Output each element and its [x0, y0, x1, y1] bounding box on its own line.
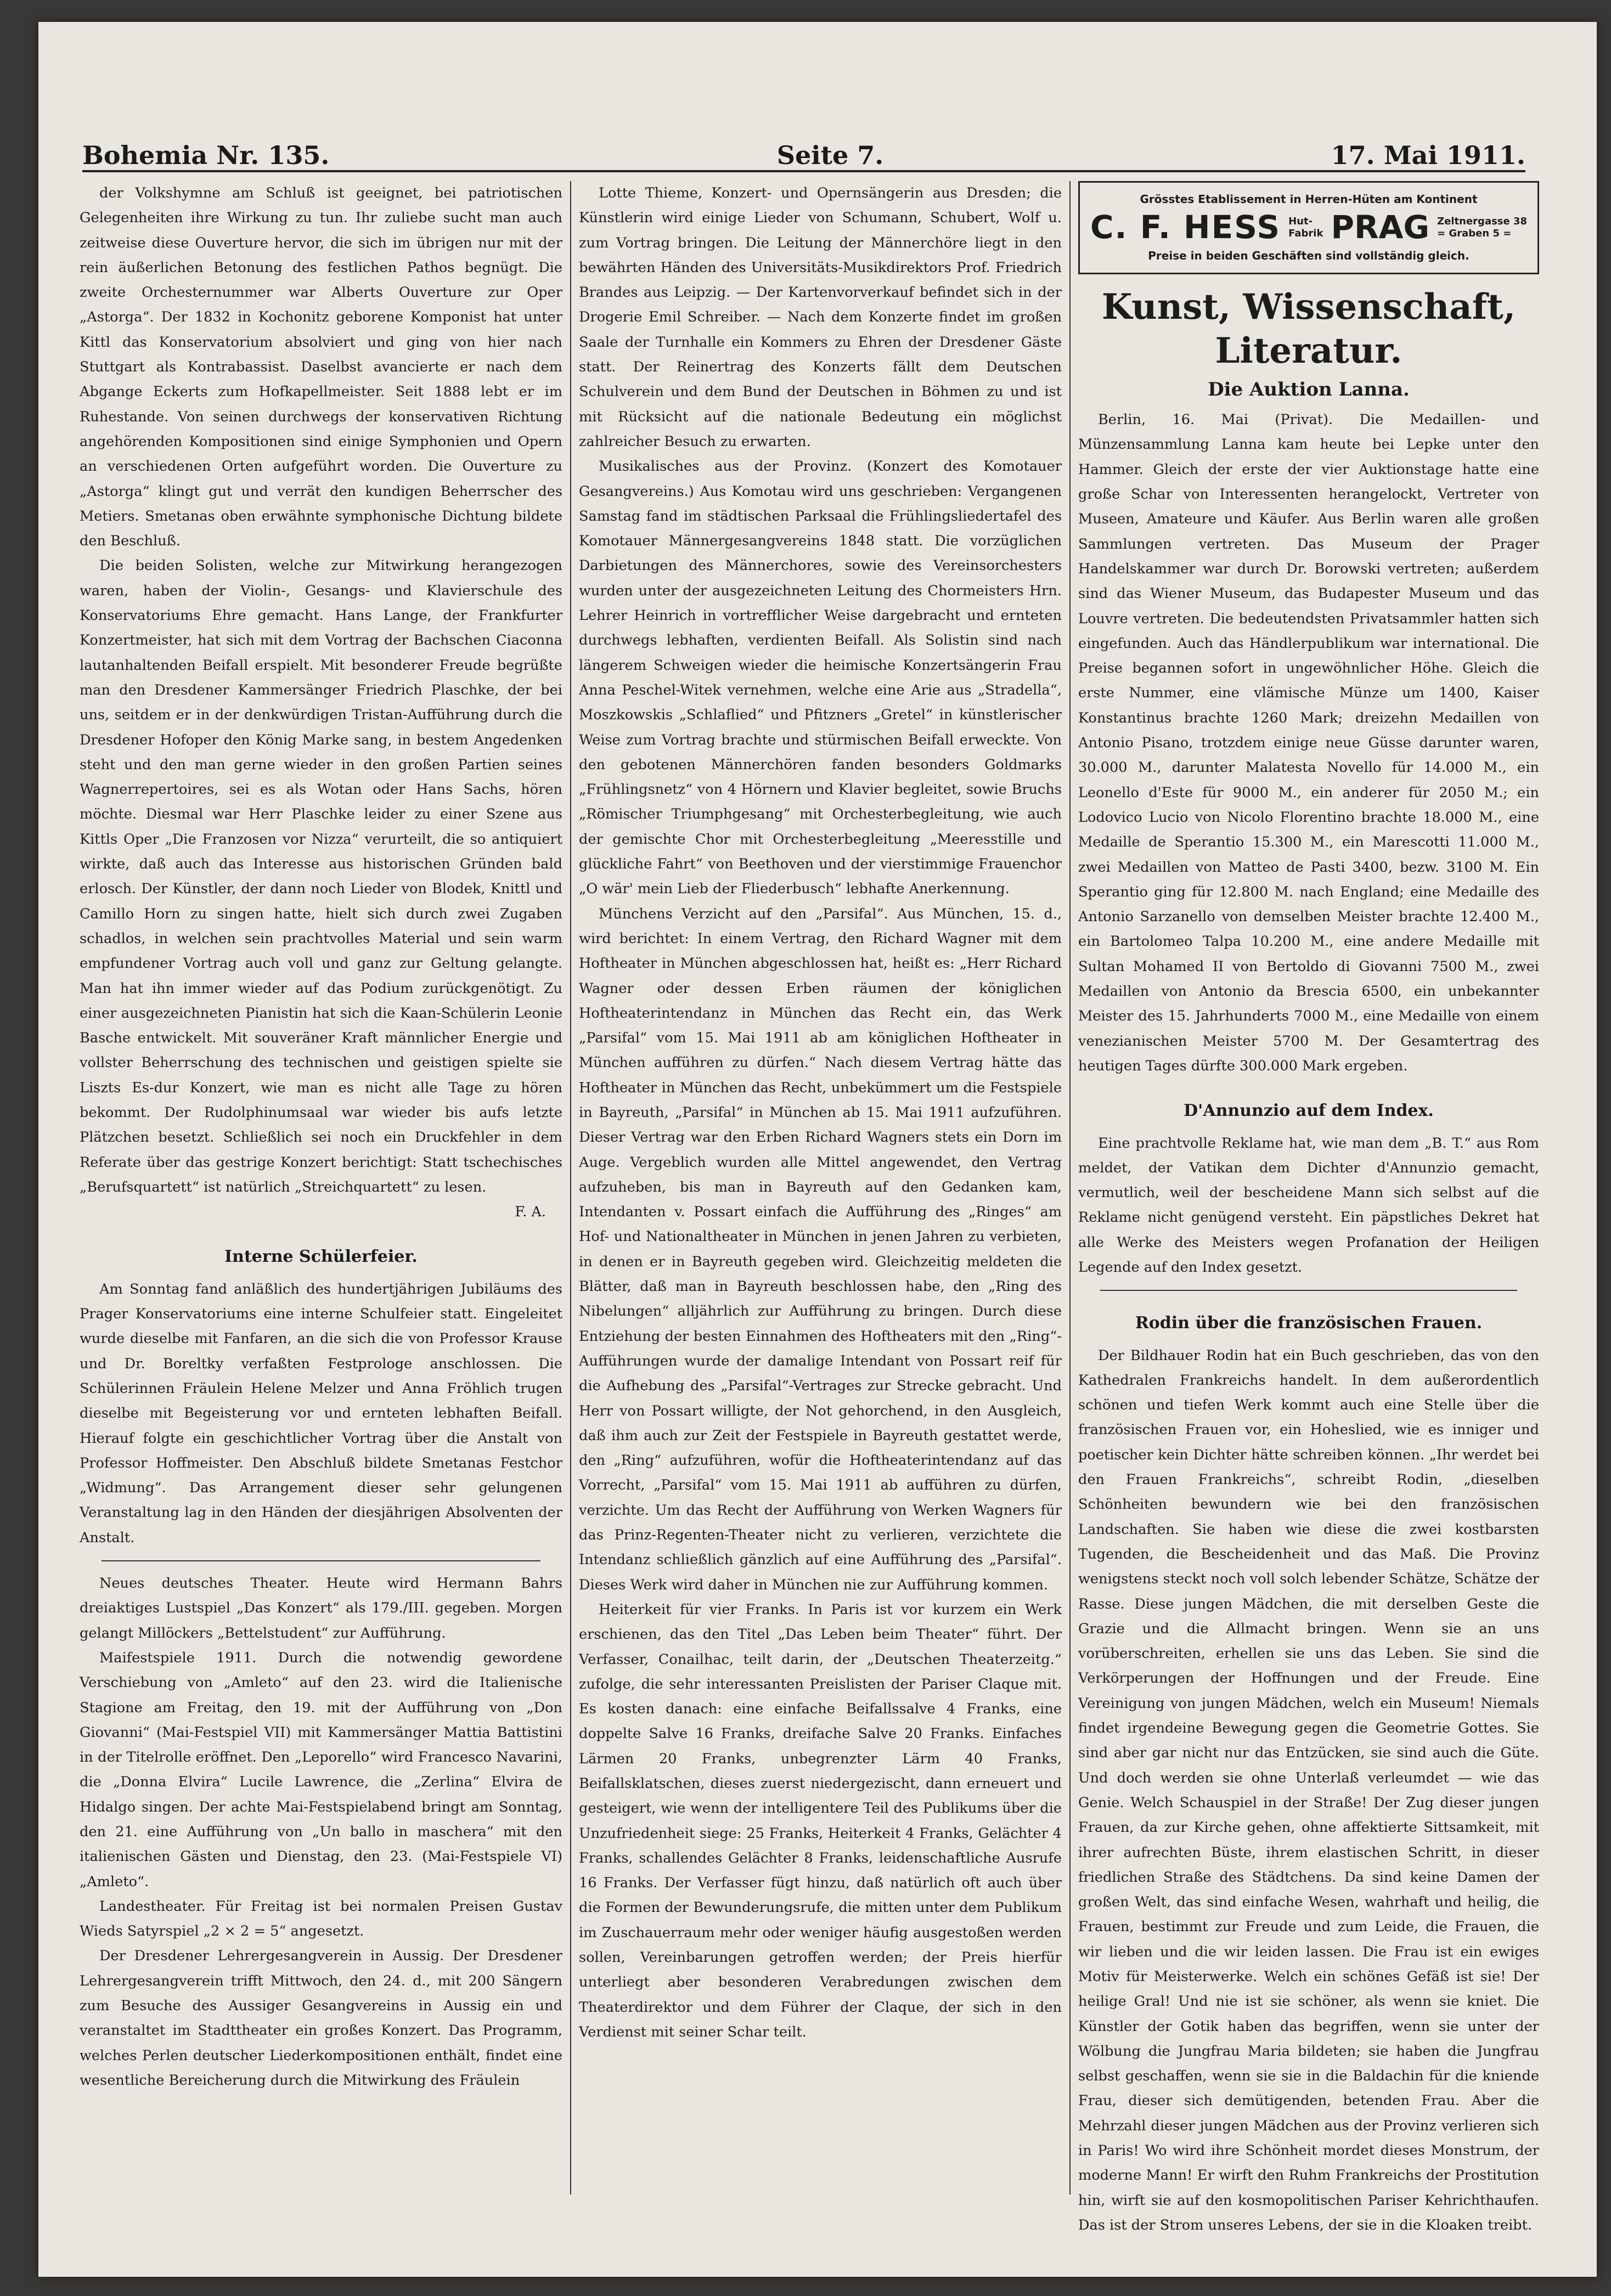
column-1: [80, 181, 562, 2200]
article-paragraph: Die beiden Solisten, welche zur Mitwirkung herangezogen waren, haben der Violin-, Gesangs- und Klavierschule des Konservatoriums Ehre gemacht. Hans Lange, der Frankfurter Konzertmeister, hat sich mit dem Vortrag der Bachschen Ciaconna lautanhaltenden Beifall erspielt. Mit besonderer Freude begrüßte man den Dresdener Kammersänger Friedrich Plaschke, der bei uns, seitdem er in der denkwürdigen Tristan-Aufführung durch die Dresdener Hofoper den König Marke sang, in bestem Angedenken steht und den man gerne wieder in den großen Partien seines Wagnerrepertoires, sei es als Wotan oder Hans Sachs, hören möchte. Diesmal war Herr Plaschke leider zu einer Szene aus Kittls Oper „Die Franzosen vor Nizza“ verurteilt, die so antiquiert wirkte, daß auch das Interesse aus historischen Gründen bald erlosch. Der Künstler, der dann noch Lieder von Blodek, Knittl und Camillo Horn zu singen hatte, hielt sich durch zwei Zugaben schadlos, in welchen sein prachtvolles Material und sein warm empfundener Vortrag auch voll und ganz zur Geltung gelangte. Man hat ihn immer wieder auf das Podium zurückgenötigt. Zu einer ausgezeichneten Pianistin hat sich die Kaan-Schülerin Leonie Basche entwickelt. Mit souveräner Kraft männlicher Energie und vollster Beherrschung des technischen und geistigen spielte sie Liszts Es-dur Konzert, wie man es nicht alle Tage zu hören bekommt. Der Rudolphinumsaal war wieder bis aufs letzte Plätzchen besetzt. Schließlich sei noch ein Druckfehler in dem Referate über das gestrige Konzert berichtigt: Statt tschechisches „Berufsquartett“ ist natürlich „Streichquartett“ zu lesen.: [80, 557, 562, 1195]
column-3: [1078, 181, 1539, 2233]
ad-address-line: Zeltnergasse 38: [1437, 215, 1528, 227]
article-paragraph: Landestheater. Für Freitag ist bei normalen Preisen Gustav Wieds Satyrspiel „2 × 2 = 5“ angesetzt.: [80, 1898, 562, 1940]
ad-hut-fabrik: [1288, 216, 1323, 240]
page-header: [82, 121, 1525, 172]
article-heading: Interne Schülerfeier.: [224, 1247, 418, 1267]
ad-address: [1437, 216, 1527, 240]
article-paragraph: Musikalisches aus der Provinz. (Konzert des Komotauer Gesangvereins.) Aus Komotau wird uns geschrieben: Vergangenen Samstag fand im städtischen Parksaal die Frühlingsliedertafel des Komotauer Männergesangvereins 1848 statt. Die vorzüglichen Darbietungen des Männerchores, sowie des Vereinsorchesters wurden unter der ausgezeichneten Leitung des Chormeisters Hrn. Lehrer Heinrich in vortrefflicher Weise dargebracht und ernteten durchwegs lebhaften, verdienten Beifall. Als Solistin sind nach längerem Schweigen wieder die heimische Konzertsängerin Frau Anna Peschel-Witek vernehmen, welche eine Arie aus „Stradella“, Moszkowskis „Schlaflied“ und Pfitzners „Gretel“ in künstlerischer Weise zum Vortrag brachte und stürmischen Beifall erweckte. Von den gebotenen Männerchören fanden besonders Goldmarks „Frühlingsnetz“ von 4 Hörnern und Klavier begleitet, sowie Bruchs „Römischer Triumphgesang“ mit Orchesterbegleitung, wie auch der gemischte Chor mit Orchesterbegleitung „Meeresstille und glückliche Fahrt“ von Beethoven und der vierstimmige Frauenchor „O wär' mein Lieb der Fliederbusch“ lebhafte Anerkennung.: [579, 458, 1062, 898]
article-paragraph: Heiterkeit für vier Franks. In Paris ist vor kurzem ein Werk erschienen, das den Titel „Das Leben beim Theater“ führt. Der Verfasser, Conailhac, teilt darin, der „Deutschen Theaterzeitg.“ zufolge, die sehr interessanten Preislisten der Pariser Claque mit. Es kosten danach: eine einfache Beifallssalve 4 Franks, eine doppelte Salve 16 Franks, dreifache Salve 20 Franks. Einfaches Lärmen 20 Franks, unbegrenzter Lärm 40 Franks, Beifallsklatschen, dieses zuerst niedergezischt, dann erneuert und gesteigert, wie wenn der intelligentere Teil des Publikums über die Unzufriedenheit siege: 25 Franks, Heiterkeit 4 Franks, Gelächter 4 Franks, schallendes Gelächter 8 Franks, leidenschaftliche Ausrufe 16 Franks. Der Verfasser fügt hinzu, daß natürlich oft auch über die Formen der Bewunderungsrufe, die mitten unter dem Publikum im Zuschauerraum mehr oder weniger häufig ausgestoßen werden sollen, Vereinbarungen getroffen werden; der Preis hierfür unterliegt aber besonderen Verabredungen zwischen dem Theaterdirektor und dem Führer der Claque, der sich in den Verdienst mit seiner Schar teilt.: [579, 1601, 1062, 2040]
ad-small-line: Hut-: [1288, 215, 1313, 227]
header-date: 17. Mai 1911.: [1331, 140, 1525, 170]
newspaper-page: [38, 22, 1597, 2277]
article-paragraph: Berlin, 16. Mai (Privat). Die Medaillen- und Münzensammlung Lanna kam heute bei Lepke unter den Hammer. Gleich der erste der vier Auktionstage hatte eine große Schar von Interessenten herangelockt, Vertreter von Museen, Amateure und Käufer. Aus Berlin waren alle großen Sammlungen vertreten. Das Museum der Prager Handelskammer war durch Dr. Borowski vertreten; außerdem sind das Wiener Museum, das Budapester Museum und das Louvre vertreten. Die bedeutendsten Privatsammler hatten sich eingefunden. Auch das Händlerpublikum war international. Die Preise begannen sofort in ungewöhnlicher Höhe. Gleich die erste Nummer, eine vlämische Münze um 1400, Kaiser Konstantinus brachte 1260 Mark; dreizehn Medaillen von Antonio Pisano, trotzdem einige neue Güsse darunter waren, 30.000 M., darunter Malatesta Novello für 14.000 M., ein Leonello d'Este für 9000 M., ein anderer für 2050 M.; ein Lodovico Lucio von Nicolo Florentino brachte 18.000 M., eine Medaille de Sperantio 15.300 M., ein Marescotti 11.000 M., zwei Medaillen von Matteo de Pasti 3400, bezw. 3100 M. Ein Sperantio ging für 12.800 M. nach England; eine Medaille des Antonio Sarzanello von demselben Meister brachte 12.400 M., ein Bartolomeo Talpa 10.200 M., eine andere Medaille mit Sultan Mohamed II von Bertoldo di Giovanni 7500 M., zwei Medaillen von Antonio da Brescia 6500, ein unbekannter Meister des 15. Jahrhunderts 7000 M., eine Medaille von einem venezianischen Meister 5700 M. Der Gesamtertrag des heutigen Tages dürfte 300.000 Mark ergeben.: [1078, 411, 1539, 1074]
article-paragraph: Maifestspiele 1911. Durch die notwendig gewordene Verschiebung von „Amleto“ auf den 23. wird die Italienische Stagione am Freitag, den 19. mit der Aufführung von „Don Giovanni“ (Mai-Festspiel VII) mit Kammersänger Mattia Battistini in der Titelrolle eröffnet. Den „Leporello“ wird Francesco Navarini, die „Donna Elvira“ Lucile Lawrence, die „Zerlina“ Elvira de Hidalgo singen. Der achte Mai-Festspielabend bringt am Sonntag, den 21. eine Aufführung von „Un ballo in maschera“ mit den italienischen Gästen und Dienstag, den 23. (Mai-Festspiele VI) „Amleto“.: [80, 1649, 562, 1890]
article-paragraph: Am Sonntag fand anläßlich des hundertjährigen Jubiläums des Prager Konservatoriums eine interne Schulfeier statt. Eingeleitet wurde dieselbe mit Fanfaren, an die sich die von Professor Krause und Dr. Boreltky verfaßten Festprologe anschlossen. Die Schülerinnen Fräulein Helene Melzer und Anna Fröhlich trugen dieselbe mit Begeisterung vor und ernteten lebhaften Beifall. Hierauf folgte ein geschichtlicher Vortrag über die Anstalt von Professor Hoffmeister. Den Abschluß bildete Smetanas Festchor „Widmung“. Das Arrangement dieser sehr gelungenen Veranstaltung lag in den Händen der diesjährigen Absolventen der Anstalt.: [80, 1280, 562, 1546]
ad-company-name: C. F. HESS: [1090, 208, 1281, 246]
ad-city: PRAG: [1331, 208, 1430, 246]
article-paragraph: Der Bildhauer Rodin hat ein Buch geschrieben, das von den Kathedralen Frankreichs handelt. In dem außerordentlich schönen und tiefen Werk kommt auch eine Stelle über die französischen Frauen vor, ein Hoheslied, wie es inniger und poetischer kein Dichter hätte schreiben können. „Ihr werdet bei den Frauen Frankreichs“, schreibt Rodin, „dieselben Schönheiten bewundern wie bei den französischen Landschaften. Sie haben wie diese die zwei kostbarsten Tugenden, die Bescheidenheit und das Maß. Die Provinz wenigstens steckt noch voll solch lebender Schätze, Schätze der Rasse. Diese jungen Mädchen, die mit derselben Geste die Grazie und die Allmacht bringen. Wenn sie an uns vorüberschreiten, erhellen sie uns das Leben. Sie sind die Verkörperungen der Hoffnungen und der Freude. Eine Vereinigung von jungen Mädchen, welch ein Museum! Niemals findet irgendeine Bewegung gegen die Geometrie Gottes. Sie sind aber gar nicht nur das Entzücken, sie sind auch die Güte. Und doch werden sie ohne Unterlaß verleumdet — wie das Genie. Welch Schauspiel in der Straße! Der Zug dieser jungen Frauen, da zur Kirche gehen, ohne affektierte Sittsamkeit, mit ihrer aufrechten Büste, ihrem elastischen Schritt, in dieser friedlichen Straße des Städtchens. Da sind keine Damen der großen Welt, das sind einfache Wesen, wahrhaft und heilig, die Frauen, bestimmt zur Freude und zum Leide, die Frauen, die wir lieben und die wir leiden lassen. Die Frau ist ein ewiges Motiv für Meisterwerke. Welch ein schönes Gefäß ist sie! Der heilige Gral! Und nie ist sie schöner, als wenn sie kniet. Die Künstler der Gotik haben das begriffen, wenn sie unter der Wölbung die Jungfrau Maria bildeten; sie haben die Jungfrau selbst geschaffen, wenn sie sie in die Baldachin für die kniende Frau, dieser sich demütigenden, betenden Frau. Aber die Mehrzahl dieser jungen Mädchen aus der Provinz verlieren sich in Paris! Wo wird ihre Schönheit mordet dieses Monstrum, der moderne Mann! Er wirft den Ruhm Frankreichs der Prostitution hin, wirft sie auf den kosmopolitischen Pariser Kehrichthaufen. Das ist der Strom unseres Lebens, der sie in die Kloaken treibt.: [1078, 1347, 1539, 2233]
column-rule: [1069, 181, 1071, 2195]
article-paragraph: der Volkshymne am Schluß ist geeignet, bei patriotischen Gelegenheiten ihre Wirkung zu tun. Ihr zuliebe sucht man auch zeitweise diese Ouverture hervor, die sich im übrigen nur mit der rein äußerlichen Betonung des festlichen Pathos begnügt. Die zweite Orchesternummer war Alberts Ouverture zur Oper „Astorga“. Der 1832 in Kochonitz geborene Komponist hat unter Kittl das Konservatorium absolviert und ging von hier nach Stuttgart als Kontrabassist. Daselbst avancierte er nach dem Abgange Eckerts zum Hofkapellmeister. Seit 1888 lebt er im Ruhestande. Von seinen durchwegs der konservativen Richtung angehörenden Kompositionen sind einige Symphonien und Opern an verschiedenen Orten aufgeführt worden. Die Ouverture zu „Astorga“ klingt gut und verrät den kundigen Beherrscher des Metiers. Smetanas oben erwähnte symphonische Dichtung bildete den Beschluß.: [80, 185, 562, 550]
article-paragraph: Eine prachtvolle Reklame hat, wie man dem „B. T.“ aus Rom meldet, der Vatikan dem Dichter d'Annunzio gemacht, vermutlich, weil der bescheidene Mann sich selbst auf die Reklame nicht genügend versteht. Ein päpstliches Dekret hat alle Werke des Meisters wegen Profanation der Heiligen Legende auf den Index gesetzt.: [1078, 1135, 1539, 1276]
section-title: Kunst, Wissenschaft, Literatur.: [1101, 286, 1516, 371]
article-paragraph: Lotte Thieme, Konzert- und Opernsängerin aus Dresden; die Künstlerin wird einige Lieder von Schumann, Schubert, Wolf u. zum Vortrag bringen. Die Leitung der Männerchöre liegt in den bewährten Händen des Universitäts-Musikdirektors Prof. Friedrich Brandes aus Leipzig. — Der Kartenvorverkauf befindet sich in der Drogerie Emil Schreiber. — Nach dem Konzerte findet im großen Saale der Turnhalle ein Kommers zu Ehren der Dresdener Gäste statt. Der Reinertrag des Konzerts fällt dem Deutschen Schulverein und dem Bund der Deutschen in Böhmen zu und ist mit Rücksicht auf die nationale Bedeutung ein möglichst zahlreicher Besuch zu erwarten.: [579, 185, 1062, 450]
ad-tagline: Grösstes Etablissement in Herren-Hüten am Kontinent: [1140, 193, 1478, 206]
divider: [1100, 1290, 1517, 1291]
ad-small-line: Fabrik: [1288, 227, 1323, 239]
article-heading: Die Auktion Lanna.: [1208, 378, 1410, 400]
ad-address-line: = Graben 5 =: [1437, 227, 1512, 239]
header-page-number: Seite 7.: [776, 140, 884, 170]
article-signature: F. A.: [515, 1204, 546, 1221]
hess-advertisement: [1078, 181, 1539, 274]
ad-main-row: [1085, 208, 1532, 246]
column-rule: [570, 181, 571, 2195]
divider: [102, 1560, 540, 1561]
article-heading: D'Annunzio auf dem Index.: [1184, 1101, 1434, 1121]
article-paragraph: Der Dresdener Lehrergesangverein in Aussig. Der Dresdener Lehrergesangverein trifft Mittwoch, den 24. d., mit 200 Sängern zum Besuche des Aussiger Gesangvereins in Aussig ein und veranstaltet im Stadttheater ein großes Konzert. Das Programm, welches Perlen deutscher Liederkompositionen enthält, findet eine wesentliche Bereicherung durch die Mitwirkung des Fräulein: [80, 1948, 562, 2089]
header-issue: Bohemia Nr. 135.: [82, 140, 330, 170]
ad-price-note: Preise in beiden Geschäften sind vollständig gleich.: [1148, 249, 1469, 262]
article-heading: Rodin über die französischen Frauen.: [1135, 1313, 1483, 1333]
article-paragraph: Münchens Verzicht auf den „Parsifal“. Aus München, 15. d., wird berichtet: In einem Vertrag, den Richard Wagner mit dem Hoftheater in München abgeschlossen hat, heißt es: „Herr Richard Wagner oder dessen Erben räumen der königlichen Hoftheaterintendanz in München das Recht ein, das Werk „Parsifal“ vom 15. Mai 1911 ab am königlichen Hoftheater in München aufführen zu dürfen.“ Nach diesem Vertrag hätte das Hoftheater in München das Recht, unbekümmert um die Festspiele in Bayreuth, „Parsifal“ in München ab 15. Mai 1911 aufzuführen. Dieser Vertrag war den Erben Richard Wagners stets ein Dorn im Auge. Vergeblich wurden alle Mittel angewendet, den Vertrag aufzuheben, bis man in Bayreuth auf den Gedanken kam, Intendanten v. Possart einfach die Aufführung des „Ringes“ am Hof- und Nationaltheater in München in jenen Jahren zu verbieten, in denen er in Bayreuth gegeben wird. Gleichzeitig meldeten die Blätter, daß man in Bayreuth beschlossen habe, den „Ring des Nibelungen“ alljährlich zur Aufführung zu bringen. Durch diese Entziehung der besten Einnahmen des Hoftheaters mit den „Ring“-Aufführungen wurde der damalige Intendant von Possart reif für die Aufhebung des „Parsifal“-Vertrages zur Strecke gebracht. Und Herr von Possart willigte, der Not gehorchend, in den Ausgleich, daß ihm auch zur Zeit der Festspiele in Bayreuth gestattet werde, den „Ring“ aufzuführen, wofür die Hoftheaterintendanz auf das Vorrecht, „Parsifal“ vom 15. Mai 1911 ab aufführen zu dürfen, verzichte. Um das Recht der Aufführung von Werken Wagners für das Prinz-Regenten-Theater nicht zu verlieren, verzichtete die Intendanz schließlich gänzlich auf eine Aufführung des „Parsifal“. Dieses Werk wird daher in München nie zur Aufführung kommen.: [579, 905, 1062, 1593]
article-paragraph: Neues deutsches Theater. Heute wird Hermann Bahrs dreiaktiges Lustspiel „Das Konzert“ als 179./III. gegeben. Morgen gelangt Millöckers „Bettelstudent“ zur Aufführung.: [80, 1575, 562, 1641]
column-2: [579, 181, 1062, 2200]
